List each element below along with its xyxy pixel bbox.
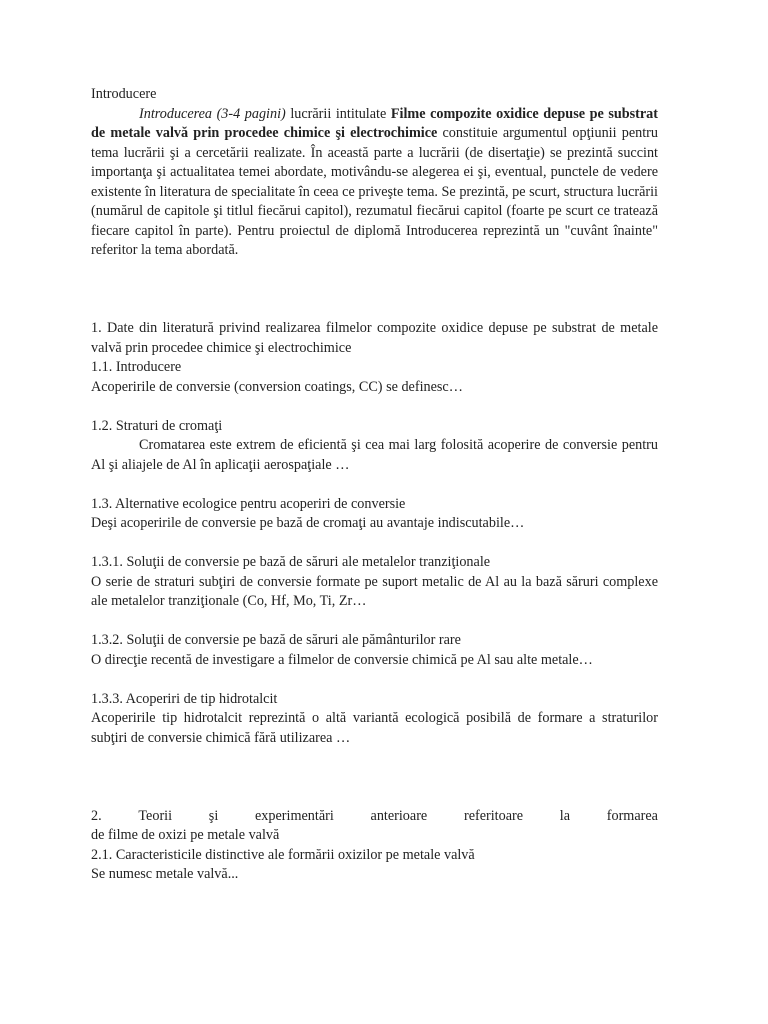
- chapter-2-word: formarea: [606, 807, 658, 824]
- chapter-2-title-line: [91, 807, 658, 827]
- thesis-title: Filme compozite oxidice depuse pe substrat de metale valvă prin procedee chimice şi electrochimice: [91, 105, 658, 141]
- section-1-3-2-title: 1.3.2. Soluţii de conversie pe bază de săruri ale pământurilor rare: [91, 632, 461, 648]
- section-2-1-title: 2.1. Caracteristicile distinctive ale formării oxizilor pe metale valvă: [91, 846, 475, 863]
- intro-italic-phrase: Introducerea (3-4 pagini): [139, 105, 286, 122]
- section-2-1-text: Se numesc metale valvă...: [91, 866, 239, 882]
- document-page: [91, 85, 658, 885]
- intro-paragraph: [91, 105, 658, 261]
- chapter-2-title-continuation: de filme de oxizi pe metale valvă: [91, 827, 280, 843]
- section-1-3-text: Deşi acoperirile de conversie pe bază de cromaţi au avantaje indiscutabile…: [91, 515, 525, 531]
- section-1-3-3-title: 1.3.3. Acoperiri de tip hidrotalcit: [91, 690, 278, 707]
- section-1-3-title: 1.3. Alternative ecologice pentru acoperiri de conversie: [91, 495, 406, 512]
- section-1-1-title: 1.1. Introducere: [91, 359, 182, 375]
- chapter-2-word: şi: [208, 807, 219, 824]
- section-1-1-text: Acoperirile de conversie (conversion coatings, CC) se definesc…: [91, 378, 463, 395]
- section-1-3-1-title: 1.3.1. Soluţii de conversie pe bază de săruri ale metalelor tranziţionale: [91, 554, 491, 570]
- section-1-3-3-text: Acoperirile tip hidrotalcit reprezintă o altă variantă ecologică posibilă de formare a straturilor subţiri de conversie chimică fără utilizarea …: [91, 710, 658, 746]
- chapter-2-word: 2.: [91, 807, 102, 824]
- section-1-3-2-text: O direcţie recentă de investigare a filmelor de conversie chimică pe Al sau alte metale…: [91, 651, 593, 668]
- chapter-2-word: anterioare: [370, 807, 428, 824]
- intro-text-2: constituie argumentul opţiunii pentru tema lucrării şi a cercetării realizate. În această parte a lucrării (de disertaţie) se prezintă succint importanţa şi actualitatea temei abordate, motivându-se alegerea ei şi, eventual, punctele de vedere existente în literatura de specialitate în ceea ce priveşte tema. Se prezintă, pe scurt, structura lucrării (numărul de capitole şi titlul fiecărui capitol), rezumatul fiecărui capitol (foarte pe scurt ce tratează fiecare capitol în parte). Pentru proiectul de diplomă Introducerea reprezintă un "cuvânt înainte" referitor la tema abordată.: [91, 125, 658, 258]
- section-1-2-title: 1.2. Straturi de cromaţi: [91, 417, 223, 434]
- chapter-2-word: la: [559, 807, 571, 824]
- intro-heading: Introducere: [91, 86, 157, 102]
- chapter-2-word: Teorii: [138, 807, 173, 824]
- chapter-2-word: experimentări: [255, 807, 334, 824]
- section-1-3-1-text: O serie de straturi subţiri de conversie formate pe suport metalic de Al au la bază săruri complexe ale metalelor tranziţionale (Co, Hf, Mo, Ti, Zr…: [91, 573, 658, 609]
- chapter-1-title: 1. Date din literatură privind realizarea filmelor compozite oxidice depuse pe substrat de metale valvă prin procedee chimice şi electrochimice: [91, 320, 658, 356]
- chapter-2-word: referitoare: [463, 807, 524, 824]
- section-1-2-text: Cromatarea este extrem de eficientă şi cea mai larg folosită acoperire de conversie pentru Al şi aliajele de Al în aplicaţii aerospaţiale …: [91, 437, 658, 473]
- intro-text-1: lucrării intitulate: [285, 105, 391, 122]
